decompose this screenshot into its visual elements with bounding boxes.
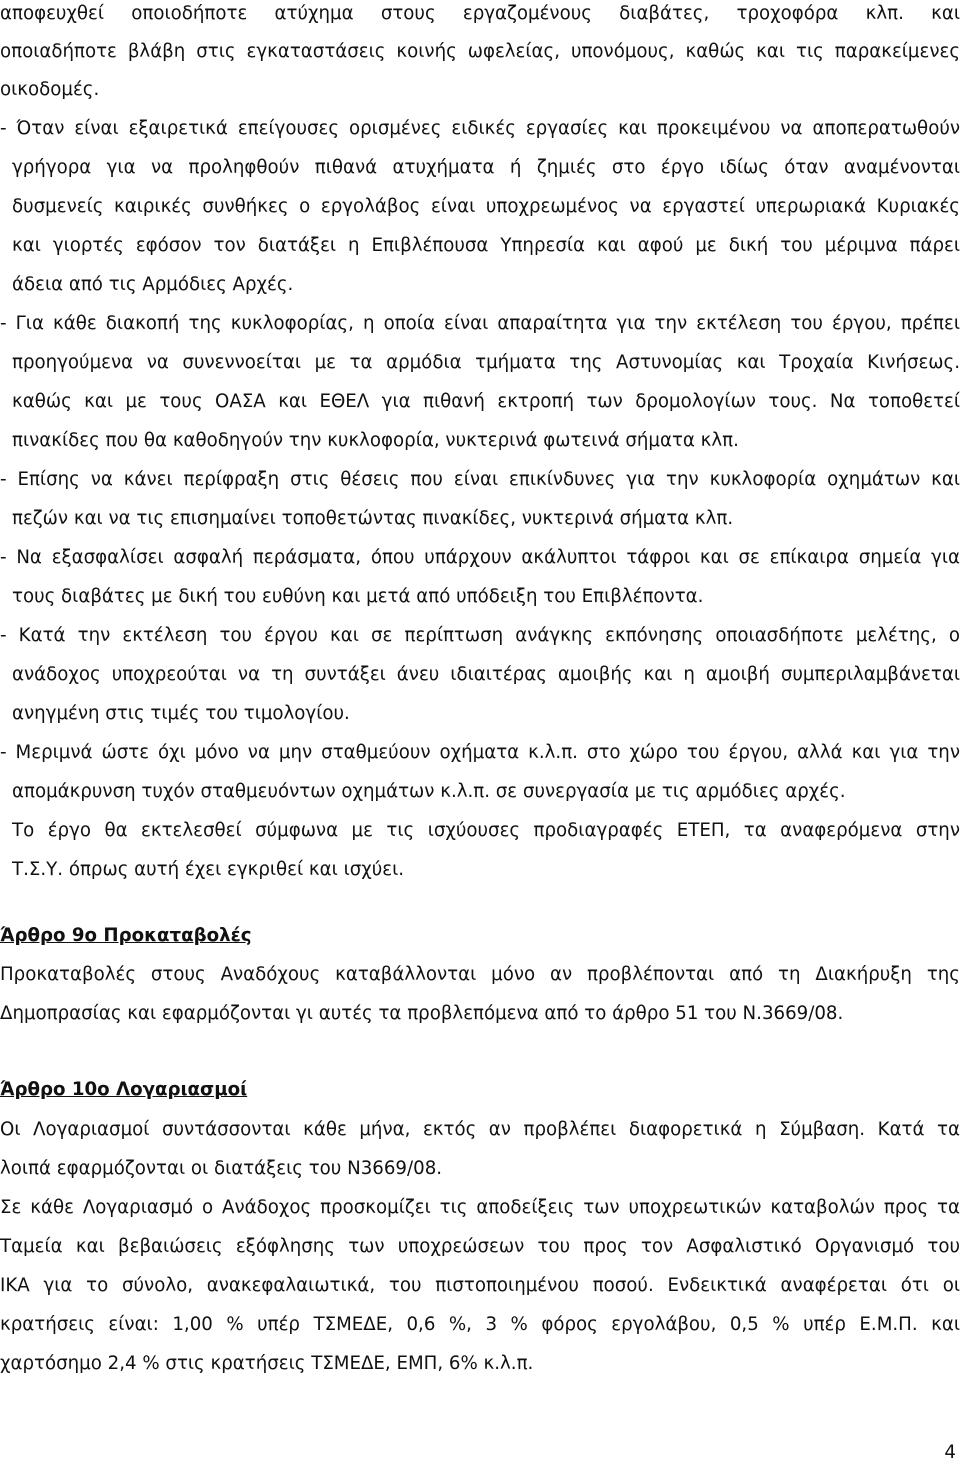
article-heading: [0, 924, 960, 948]
page-number: 4: [944, 1442, 956, 1463]
text-line: γρήγορα για να προληφθούν πιθανά ατυχήματα ή ζημιές στο έργο ιδίως όταν αναμένονται: [12, 157, 960, 178]
article-heading: [0, 1078, 960, 1102]
text-line: Σε κάθε Λογαριασμό ο Ανάδοχος προσκομίζει τις αποδείξεις των υποχρεωτικών καταβολών προς τα: [0, 1197, 960, 1218]
text-line: ανηγμένη στις τιμές του τιμολογίου.: [12, 703, 350, 724]
text-line: άδεια από τις Αρμόδιες Αρχές.: [12, 274, 294, 295]
article-9-title: Άρθρο 9ο Προκαταβολές: [0, 925, 252, 946]
text-line: αποφευχθεί οποιοδήποτε ατύχημα στους εργαζομένους διαβάτες, τροχοφόρα κλπ. και: [0, 3, 960, 24]
text-line: κρατήσεις είναι: 1,00 % υπέρ ΤΣΜΕΔΕ, 0,6 %, 3 % φόρος εργολάβου, 0,5 % υπέρ Ε.Μ.Π. και: [0, 1314, 960, 1335]
article-10-title: Άρθρο 10ο Λογαριασμοί: [0, 1079, 248, 1100]
text-line: - Για κάθε διακοπή της κυκλοφορίας, η οποία είναι απαραίτητα για την εκτέλεση του έργου, πρέπει: [0, 313, 960, 334]
text-line: ανάδοχος υποχρεούται να τη συντάξει άνευ ιδιαιτέρας αμοιβής και η αμοιβή συμπεριλαμβάνεται: [12, 664, 960, 685]
text-line: - Να εξασφαλίσει ασφαλή περάσματα, όπου υπάρχουν ακάλυπτοι τάφροι και σε επίκαιρα σημεία για: [0, 547, 960, 568]
text-line: καθώς και με τους ΟΑΣΑ και ΕΘΕΛ για πιθανή εκτροπή των δρομολογίων τους. Να τοποθετεί: [12, 391, 960, 412]
text-line: - Μεριμνά ώστε όχι μόνο να μην σταθμεύουν οχήματα κ.λ.π. στο χώρο του έργου, αλλά και για την: [0, 742, 960, 763]
text-line: χαρτόσημο 2,4 % στις κρατήσεις ΤΣΜΕΔΕ, ΕΜΠ, 6% κ.λ.π.: [0, 1353, 534, 1374]
text-line: λοιπά εφαρμόζονται οι διατάξεις του Ν3669/08.: [0, 1158, 443, 1179]
text-line: Προκαταβολές στους Αναδόχους καταβάλλονται μόνο αν προβλέπονται από τη Διακήρυξη της: [0, 964, 960, 985]
text-line: Δημοπρασίας και εφαρμόζονται γι αυτές τα προβλεπόμενα από το άρθρο 51 του Ν.3669/08.: [0, 1003, 844, 1024]
text-line: - Κατά την εκτέλεση του έργου και σε περίπτωση ανάγκης εκπόνησης οποιασδήποτε μελέτης, ο: [0, 625, 960, 646]
text-line: - Όταν είναι εξαιρετικά επείγουσες ορισμένες ειδικές εργασίες και προκειμένου να αποπερατωθούν: [0, 118, 960, 139]
text-line: πεζών και να τις επισημαίνει τοποθετώντας πινακίδες, νυκτερινά σήματα κλπ.: [12, 508, 734, 529]
text-line: Το έργο θα εκτελεσθεί σύμφωνα με τις ισχύουσες προδιαγραφές ΕΤΕΠ, τα αναφερόμενα στην: [12, 820, 960, 841]
text-line: πινακίδες που θα καθοδηγούν την κυκλοφορία, νυκτερινά φωτεινά σήματα κλπ.: [12, 430, 739, 451]
text-line: Οι Λογαριασμοί συντάσσονται κάθε μήνα, εκτός αν προβλέπει διαφορετικά η Σύμβαση. Κατά τα: [0, 1119, 960, 1140]
text-line: ΙΚΑ για το σύνολο, ανακεφαλαιωτικά, του πιστοποιημένου ποσού. Ενδεικτικά αναφέρεται ότι οι: [0, 1275, 960, 1296]
text-line: Ταμεία και βεβαιώσεις εξόφλησης των υποχρεώσεων του προς τον Ασφαλιστικό Οργανισμό του: [0, 1236, 960, 1257]
text-line: - Επίσης να κάνει περίφραξη στις θέσεις που είναι επικίνδυνες για την κυκλοφορία οχημάτων και: [0, 469, 960, 490]
text-line: δυσμενείς καιρικές συνθήκες ο εργολάβος είναι υποχρεωμένος να εργαστεί υπερωριακά Κυριακές: [12, 196, 960, 217]
text-line: προηγούμενα να συνεννοείται με τα αρμόδια τμήματα της Αστυνομίας και Τροχαία Κινήσεως.: [12, 352, 960, 373]
text-line: τους διαβάτες με δική του ευθύνη και μετά από υπόδειξη του Επιβλέποντα.: [12, 586, 704, 607]
text-line: και γιορτές εφόσον τον διατάξει η Επιβλέπουσα Υπηρεσία και αφού με δική του μέριμνα πάρει: [12, 235, 960, 256]
text-line: απομάκρυνση τυχόν σταθμευόντων οχημάτων κ.λ.π. σε συνεργασία με τις αρμόδιες αρχές.: [12, 781, 846, 802]
text-line: Τ.Σ.Υ. όπρως αυτή έχει εγκριθεί και ισχύει.: [12, 859, 405, 880]
text-line: οποιαδήποτε βλάβη στις εγκαταστάσεις κοινής ωφελείας, υπονόμους, καθώς και τις παρακείμενες: [0, 41, 960, 62]
text-line: οικοδομές.: [0, 79, 100, 100]
